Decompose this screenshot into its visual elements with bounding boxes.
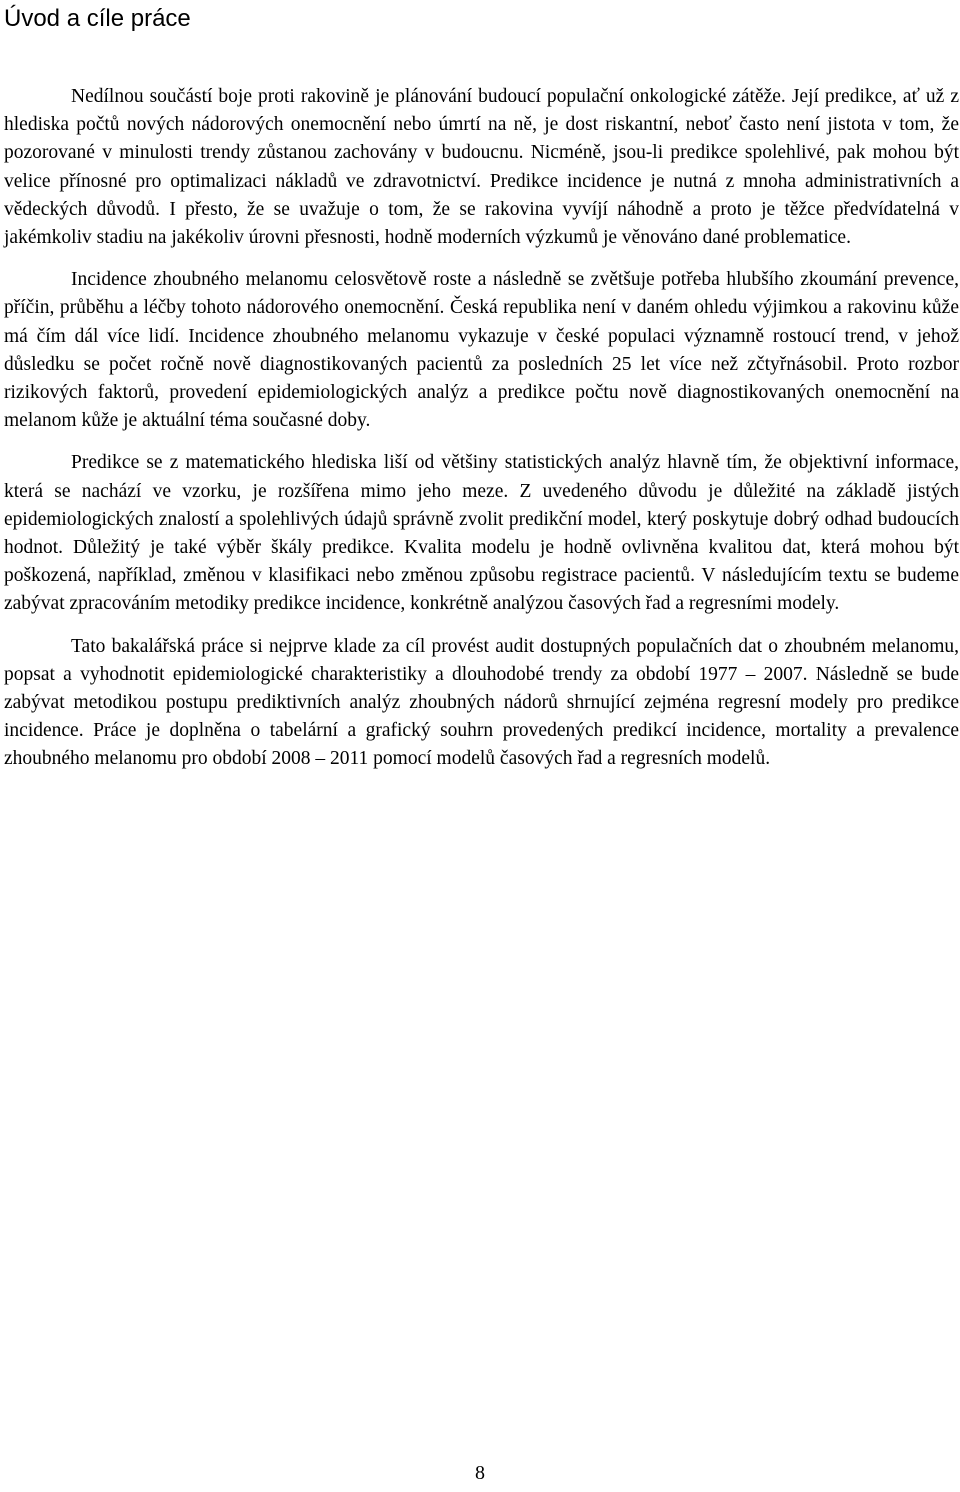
paragraph-1: Nedílnou součástí boje proti rakovině je plánování budoucí populační onkologické zátěže. Její predikce, ať už z hlediska počtů nových nádorových onemocnění nebo úmrtí na ně, je dost riskantní, neboť často není jistota v tom, že pozorované v minulosti trendy zůstanou zachovány v budoucnu. Nicméně, jsou-li predikce spolehlivé, pak mohou být velice přínosné pro optimalizaci nákladů ve zdravotnictví. Predikce incidence je nutná z mnoha administrativních a vědeckých důvodů. I přesto, že se uvažuje o tom, že se rakovina vyvíjí náhodně a proto je těžce předvídatelná v jakémkoliv stadiu na jakékoliv úrovni přesnosti, hodně moderních výzkumů je věnováno dané problematice. [4, 86, 959, 249]
paragraph-2: Incidence zhoubného melanomu celosvětově roste a následně se zvětšuje potřeba hlubšího zkoumání prevence, příčin, průběhu a léčby tohoto nádorového onemocnění. Česká republika není v daném ohledu výjimkou a rakovinu kůže má čím dál více lidí. Incidence zhoubného melanomu vykazuje v české populaci významně rostoucí trend, v jehož důsledku se počet ročně nově diagnostikovaných pacientů za posledních 25 let více než zčtyřnásobil. Proto rozbor rizikových faktorů, provedení epidemiologických analýz a predikce počtu nově diagnostikovaných onemocnění na melanom kůže je aktuální téma současné doby. [4, 269, 959, 432]
page-number: 8 [475, 1462, 485, 1484]
paragraph-3: Predikce se z matematického hlediska liší od většiny statistických analýz hlavně tím, že objektivní informace, která se nachází ve vzorku, je rozšířena mimo jeho meze. Z uvedeného důvodu je důležité na základě jistých epidemiologických znalostí a spolehlivých údajů správně zvolit predikční model, který poskytuje dobrý odhad budoucích hodnot. Důležitý je také výběr škály predikce. Kvalita modelu je hodně ovlivněna kvalitou dat, která mohou být poškozená, například, změnou v klasifikaci nebo změnou způsobu registrace pacientů. V následujícím textu se budeme zabývat zpracováním metodiky predikce incidence, konkrétně analýzou časových řad a regresními modely. [4, 452, 959, 615]
section-heading: Úvod a cíle práce [4, 5, 191, 32]
body-text [4, 83, 959, 788]
paragraph-4: Tato bakalářská práce si nejprve klade za cíl provést audit dostupných populačních dat o zhoubném melanomu, popsat a vyhodnotit epidemiologické charakteristiky a dlouhodobé trendy za období 1977 – 2007. Následně se bude zabývat metodikou postupu prediktivních analýz zhoubných nádorů shrnující zejména regresní modely pro predikce incidence. Práce je doplněna o tabelární a grafický souhrn provedených predikcí incidence, mortality a prevalence zhoubného melanomu pro období 2008 – 2011 pomocí modelů časových řad a regresních modelů. [4, 635, 959, 770]
